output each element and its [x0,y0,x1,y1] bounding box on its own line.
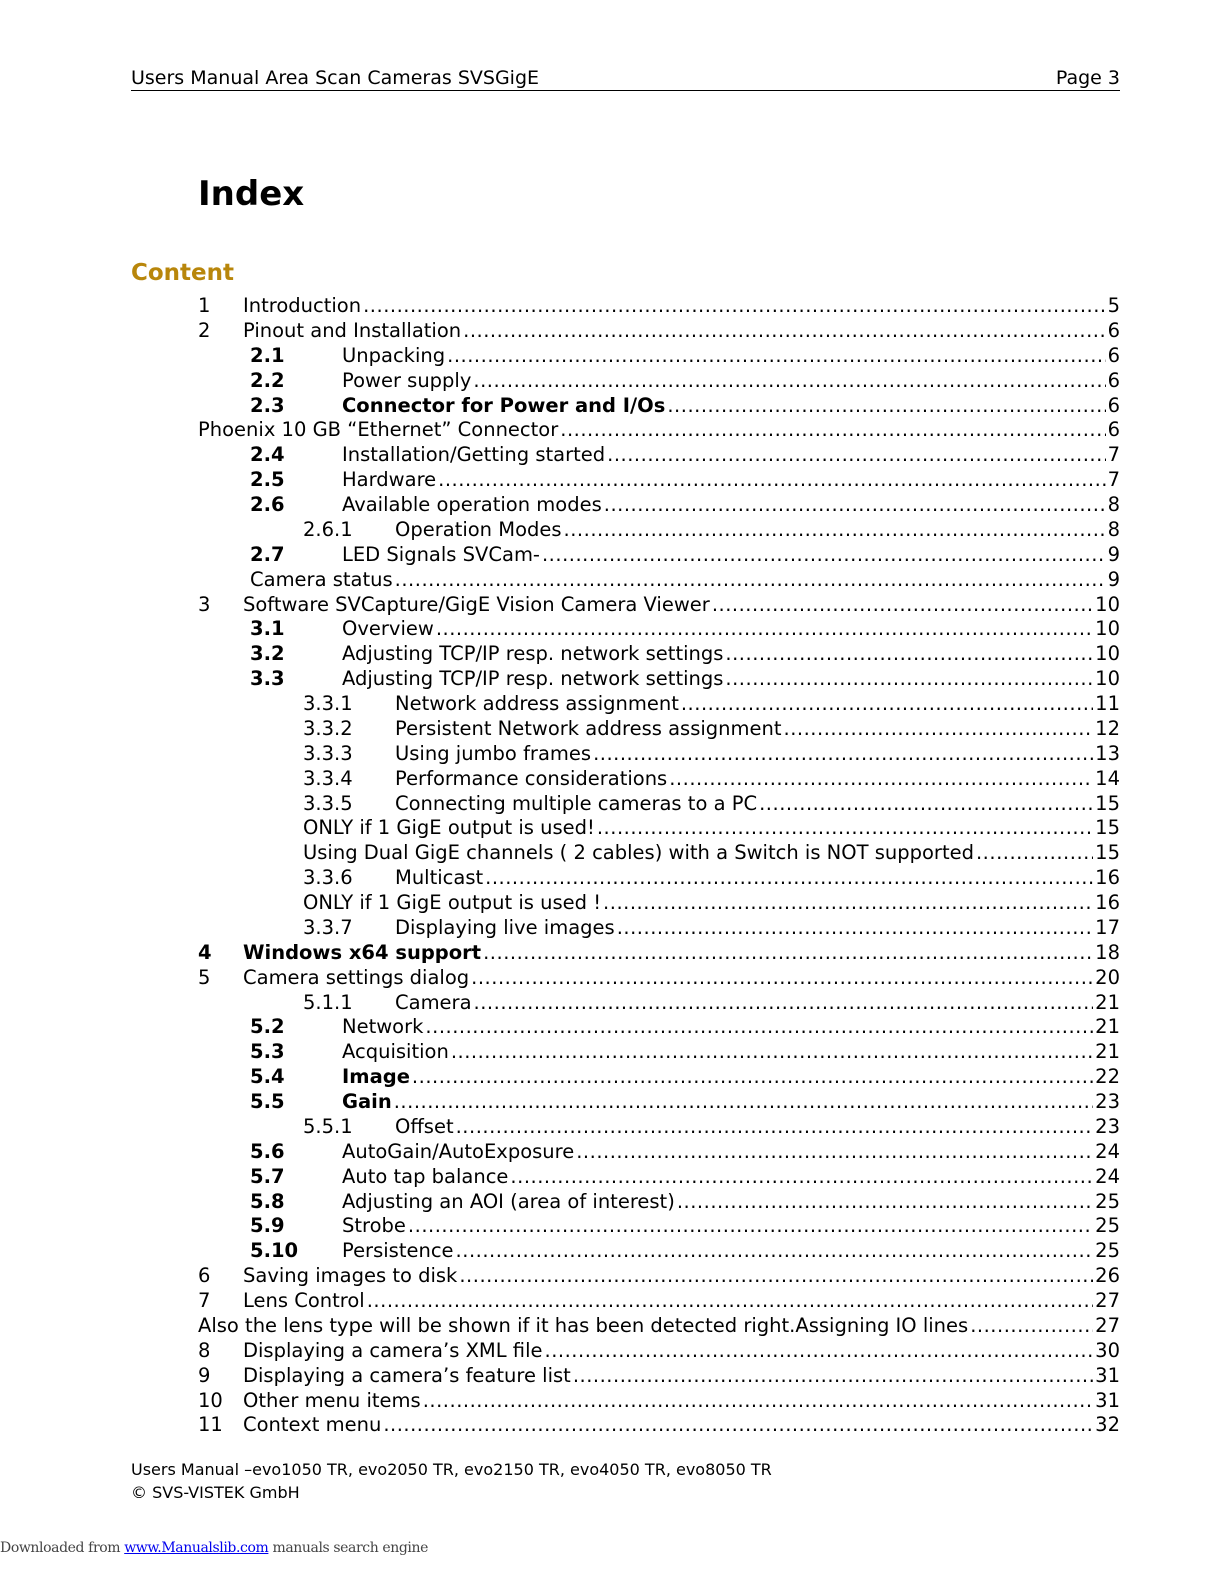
toc-entry-title: Available operation modes [342,493,602,516]
toc-entry [0,767,1225,792]
toc-entry-page: 10 [1095,592,1120,616]
toc-entry-number: 3.3.2 [303,716,353,740]
toc-entry-page: 14 [1095,766,1120,790]
toc-entry-line [250,568,1120,593]
toc-entry [0,1214,1225,1239]
dot-leader [510,1165,1093,1190]
toc-entry-number: 3.3.7 [303,915,353,939]
toc-entry-line [342,543,1120,568]
toc-entry-number: 3.3.1 [303,692,353,715]
toc-entry-line [342,493,1120,518]
toc-entry-line [243,1389,1120,1414]
toc-entry-number: 2.6 [250,493,285,516]
toc-entry-title: Adjusting an AOI (area of interest) [342,1189,675,1213]
toc-entry-line [243,1339,1120,1364]
toc-entry-title: Using Dual GigE channels ( 2 cables) with a Switch is NOT supported [303,841,974,865]
dot-leader [604,493,1106,518]
toc-entry-number: 2.2 [250,368,285,392]
toc-entry-line [243,1289,1120,1314]
toc-entry-line [243,1413,1120,1438]
toc-entry-number: 3.3.4 [303,766,353,790]
toc-entry-line [342,642,1120,667]
toc-entry [0,617,1225,642]
dot-leader [725,667,1093,692]
toc-entry-number: 3.1 [250,617,285,641]
toc-entry-number: 8 [198,1338,211,1362]
dot-leader [617,916,1093,941]
toc-entry-title: Strobe [342,1214,406,1238]
toc-entry [0,667,1225,692]
dot-leader [573,1364,1093,1389]
toc-entry [0,717,1225,742]
toc-entry [0,1239,1225,1264]
toc-entry-number: 6 [198,1264,211,1288]
toc-entry [0,344,1225,369]
dot-leader [483,941,1093,966]
toc-entry-number: 5.2 [250,1015,285,1039]
toc-entry [0,991,1225,1016]
toc-entry-title: Camera settings dialog [243,965,470,989]
toc-entry-page: 26 [1095,1264,1120,1288]
header-page-number: Page 3 [1055,67,1120,89]
dot-leader [473,369,1105,394]
toc-entry-number: 11 [198,1413,223,1437]
toc-entry-page: 21 [1095,1040,1120,1064]
toc-entry-title: Using jumbo frames [395,741,592,765]
toc-entry-page: 30 [1095,1338,1120,1362]
toc-entry [0,294,1225,319]
dot-leader [383,1413,1093,1438]
toc-entry [0,543,1225,568]
toc-entry-page: 7 [1107,443,1120,467]
dot-leader [667,394,1105,419]
toc-entry [0,792,1225,817]
toc-entry-page: 23 [1095,1090,1120,1113]
toc-entry-number: 3.2 [250,642,285,666]
toc-entry-line [303,841,1120,866]
toc-entry-title: Performance considerations [395,766,668,790]
dot-leader [712,593,1093,618]
toc-entry [0,866,1225,891]
toc-entry-page: 15 [1095,816,1120,840]
toc-entry-line [243,294,1120,319]
dot-leader [669,767,1093,792]
toc-entry-number: 5.1.1 [303,990,353,1014]
dot-leader [438,468,1105,493]
toc-entry-line [342,667,1120,692]
dot-leader [485,866,1093,891]
toc-entry-page: 23 [1095,1114,1120,1138]
dot-leader [576,1140,1093,1165]
toc-entry-page: 10 [1095,667,1120,691]
footer-copyright: © SVS-VISTEK GmbH [131,1483,300,1502]
toc-entry-line [342,1190,1120,1215]
toc-entry-number: 3 [198,592,211,616]
toc-entry-number: 10 [198,1388,223,1412]
toc-entry-title: Camera status [250,567,393,591]
toc-entry [0,1090,1225,1115]
toc-entry-title: ONLY if 1 GigE output is used ! [303,891,602,914]
toc-entry-title: Displaying a camera’s XML file [243,1338,543,1362]
page-header [131,66,1120,91]
dot-leader [603,891,1093,916]
dot-leader [593,742,1093,767]
toc-entry-title: Gain [342,1090,392,1113]
toc-entry [0,1140,1225,1165]
toc-entry-number: 9 [198,1363,211,1387]
toc-entry-number: 5.3 [250,1040,285,1064]
toc-entry [0,443,1225,468]
toc-entry [0,369,1225,394]
toc-entry-number: 5.7 [250,1164,285,1188]
toc-entry-title: Hardware [342,468,437,492]
toc-entry-number: 2.6.1 [303,517,353,541]
dot-leader [425,1015,1093,1040]
toc-entry-page: 9 [1107,567,1120,591]
toc-entry-number: 2.1 [250,343,285,367]
toc-entry-page: 6 [1107,343,1120,367]
toc-entry [0,418,1225,443]
toc-entry [0,1190,1225,1215]
toc-entry [0,816,1225,841]
toc-entry-line [342,1065,1120,1090]
dot-leader [459,1264,1093,1289]
toc-entry-number: 5.9 [250,1214,285,1238]
toc-entry-number: 7 [198,1289,211,1312]
toc-entry-page: 27 [1095,1289,1120,1312]
toc-entry-title: Windows x64 support [243,940,482,964]
toc-entry-line [395,742,1120,767]
dot-leader [474,991,1094,1016]
toc-entry-line [342,1214,1120,1239]
toc-entry-page: 22 [1095,1065,1120,1089]
toc-entry-line [342,443,1120,468]
toc-entry-page: 31 [1095,1363,1120,1387]
toc-entry-title: Pinout and Installation [243,318,462,342]
toc-entry-title: Saving images to disk [243,1264,458,1288]
dot-leader [412,1065,1093,1090]
toc-entry [0,1115,1225,1140]
toc-entry-title: Persistent Network address assignment [395,716,782,740]
index-title: Index [198,174,305,214]
toc-entry [0,1065,1225,1090]
toc-entry-title: Other menu items [243,1388,421,1412]
toc-entry-number: 5.5 [250,1090,285,1113]
toc-entry-title: Unpacking [342,343,446,367]
toc-entry-title: Image [342,1065,410,1089]
toc-entry-title: Persistence [342,1239,454,1263]
header-title: Users Manual Area Scan Cameras SVSGigE [131,67,540,89]
toc-entry-title: Phoenix 10 GB “Ethernet” Connector [198,418,559,442]
toc-entry-number: 2.5 [250,468,285,492]
toc-entry-line [243,941,1120,966]
toc-entry-page: 24 [1095,1139,1120,1163]
toc-entry [0,1165,1225,1190]
toc-entry-number: 2.7 [250,542,285,566]
dot-leader [542,543,1106,568]
toc-entry-page: 8 [1107,517,1120,541]
toc-entry-title: Auto tap balance [342,1164,509,1188]
dot-leader [970,1314,1093,1339]
toc-entry-line [342,1140,1120,1165]
toc-entry-page: 24 [1095,1164,1120,1188]
dot-leader [560,418,1105,443]
toc-entry-number: 3.3.6 [303,866,353,890]
toc-entry-title: Overview [342,617,434,641]
toc-entry-title: Displaying live images [395,915,615,939]
toc-entry-title: Network [342,1015,424,1039]
dot-leader [597,816,1093,841]
toc-entry-title: Operation Modes [395,517,562,541]
page-footer [131,1458,772,1504]
toc-entry-line [395,1115,1120,1140]
dot-leader [395,568,1106,593]
toc-entry-line [395,792,1120,817]
toc-entry-page: 18 [1095,940,1120,964]
toc-entry-number: 3.3.3 [303,741,353,765]
toc-entry-title: Introduction [243,294,362,317]
toc-entry-line [342,1239,1120,1264]
toc-entry-page: 16 [1095,866,1120,890]
toc-entry-title: Software SVCapture/GigE Vision Camera Viewer [243,592,710,616]
toc-entry-line [198,1314,1120,1339]
toc-entry-page: 6 [1107,318,1120,342]
dot-leader [367,1289,1093,1314]
download-notice [0,1540,428,1556]
dot-leader [447,344,1105,369]
toc-entry [0,692,1225,717]
toc-entry-title: AutoGain/AutoExposure [342,1139,575,1163]
toc-entry-title: Installation/Getting started [342,443,606,467]
toc-entry-number: 5.5.1 [303,1114,353,1138]
toc-entry-page: 32 [1095,1413,1120,1437]
toc-entry-line [243,319,1120,344]
toc-entry-line [342,369,1120,394]
toc-entry [0,394,1225,419]
toc-entry-line [342,617,1120,642]
toc-entry [0,1289,1225,1314]
toc-entry-title: Acquisition [342,1040,449,1064]
toc-entry-page: 31 [1095,1388,1120,1412]
toc-entry-number: 5.6 [250,1139,285,1163]
toc-entry-title: Connector for Power and I/Os [342,393,666,417]
toc-entry-title: Displaying a camera’s feature list [243,1363,571,1387]
toc-entry [0,841,1225,866]
toc-entry-page: 10 [1095,617,1120,641]
download-suffix: manuals search engine [268,1540,429,1556]
toc-entry-page: 6 [1107,418,1120,442]
download-prefix: Downloaded from [0,1540,125,1556]
toc-entry [0,1314,1225,1339]
toc-entry-page: 21 [1095,1015,1120,1039]
footer-product-line: Users Manual –evo1050 TR, evo2050 TR, evo2150 TR, evo4050 TR, evo8050 TR [131,1460,772,1479]
toc-entry-line [395,767,1120,792]
toc-entry-title: Power supply [342,368,472,392]
toc-entry-number: 4 [198,940,212,964]
toc-entry-page: 9 [1107,542,1120,566]
dot-leader [976,841,1093,866]
toc-entry [0,518,1225,543]
dot-leader [423,1389,1093,1414]
toc-entry-title: Camera [395,990,472,1014]
toc-entry [0,468,1225,493]
toc-entry-number: 3.3 [250,667,285,691]
toc-entry [0,1364,1225,1389]
dot-leader [784,717,1094,742]
toc-entry [0,642,1225,667]
dot-leader [463,319,1105,344]
toc-entry-page: 15 [1095,791,1120,815]
toc-entry-title: Context menu [243,1413,382,1437]
toc-entry-line [395,692,1120,717]
toc-entry [0,1413,1225,1438]
toc-entry-title: ONLY if 1 GigE output is used! [303,816,595,840]
toc-entry-page: 17 [1095,915,1120,939]
toc-entry [0,891,1225,916]
toc-entry-page: 16 [1095,891,1120,914]
toc-entry-line [395,717,1120,742]
dot-leader [677,1190,1093,1215]
toc-entry-page: 20 [1095,965,1120,989]
dot-leader [456,1239,1094,1264]
toc-entry-line [342,344,1120,369]
toc-entry-page: 8 [1107,493,1120,516]
table-of-contents [0,294,1225,1438]
toc-entry-title: Adjusting TCP/IP resp. network settings [342,642,724,666]
toc-entry [0,742,1225,767]
toc-entry-number: 5.8 [250,1189,285,1213]
toc-entry-page: 7 [1107,468,1120,492]
toc-entry-line [243,966,1120,991]
toc-entry-line [198,418,1120,443]
toc-entry [0,319,1225,344]
toc-entry-line [303,891,1120,916]
toc-entry-line [342,1090,1120,1115]
toc-entry-page: 6 [1107,393,1120,417]
toc-entry-title: Also the lens type will be shown if it has been detected right.Assigning IO lines [198,1313,969,1337]
toc-entry-line [395,916,1120,941]
dot-leader [545,1339,1094,1364]
toc-entry [0,593,1225,618]
dot-leader [759,792,1093,817]
toc-entry-title: Connecting multiple cameras to a PC [395,791,758,815]
toc-entry-page: 11 [1095,692,1120,715]
dot-leader [607,443,1105,468]
toc-entry-line [243,1264,1120,1289]
toc-entry-title: Lens Control [243,1289,365,1312]
toc-entry-page: 21 [1095,990,1120,1014]
toc-entry-line [243,593,1120,618]
toc-entry-page: 25 [1095,1214,1120,1238]
toc-entry [0,1015,1225,1040]
dot-leader [564,518,1106,543]
toc-entry [0,1389,1225,1414]
toc-entry-number: 2 [198,318,211,342]
toc-entry-page: 12 [1095,716,1120,740]
toc-entry-number: 5 [198,965,211,989]
toc-entry-number: 5.10 [250,1239,299,1263]
toc-entry-title: LED Signals SVCam- [342,542,540,566]
toc-entry-number: 1 [198,294,211,317]
toc-entry-line [342,1015,1120,1040]
dot-leader [471,966,1093,991]
dot-leader [456,1115,1094,1140]
toc-entry [0,568,1225,593]
toc-entry-line [395,991,1120,1016]
toc-entry-page: 6 [1107,368,1120,392]
toc-entry-title: Network address assignment [395,692,679,715]
toc-entry-page: 25 [1095,1239,1120,1263]
toc-entry-line [395,866,1120,891]
toc-entry-line [303,816,1120,841]
toc-entry-number: 3.3.5 [303,791,353,815]
content-heading: Content [131,260,235,286]
dot-leader [451,1040,1093,1065]
toc-entry-page: 27 [1095,1313,1120,1337]
toc-entry-line [395,518,1120,543]
toc-entry [0,1339,1225,1364]
toc-entry-page: 15 [1095,841,1120,865]
toc-entry-title: Adjusting TCP/IP resp. network settings [342,667,724,691]
dot-leader [436,617,1093,642]
toc-entry-line [342,1040,1120,1065]
toc-entry-title: Offset [395,1114,454,1138]
toc-entry-number: 2.3 [250,393,285,417]
toc-entry-line [342,394,1120,419]
dot-leader [408,1214,1093,1239]
toc-entry [0,1264,1225,1289]
toc-entry-line [342,468,1120,493]
toc-entry-line [342,1165,1120,1190]
dot-leader [394,1090,1093,1115]
toc-entry-line [243,1364,1120,1389]
dot-leader [725,642,1093,667]
toc-entry-title: Multicast [395,866,484,890]
toc-entry-number: 2.4 [250,443,285,467]
toc-entry [0,966,1225,991]
dot-leader [363,294,1105,319]
toc-entry [0,941,1225,966]
manualslib-link[interactable]: www.Manualslib.com [124,1540,269,1556]
dot-leader [681,692,1093,717]
toc-entry [0,1040,1225,1065]
toc-entry-page: 25 [1095,1189,1120,1213]
toc-entry [0,493,1225,518]
toc-entry-page: 10 [1095,642,1120,666]
toc-entry-page: 13 [1095,741,1120,765]
toc-entry [0,916,1225,941]
toc-entry-page: 5 [1107,294,1120,317]
toc-entry-number: 5.4 [250,1065,285,1089]
